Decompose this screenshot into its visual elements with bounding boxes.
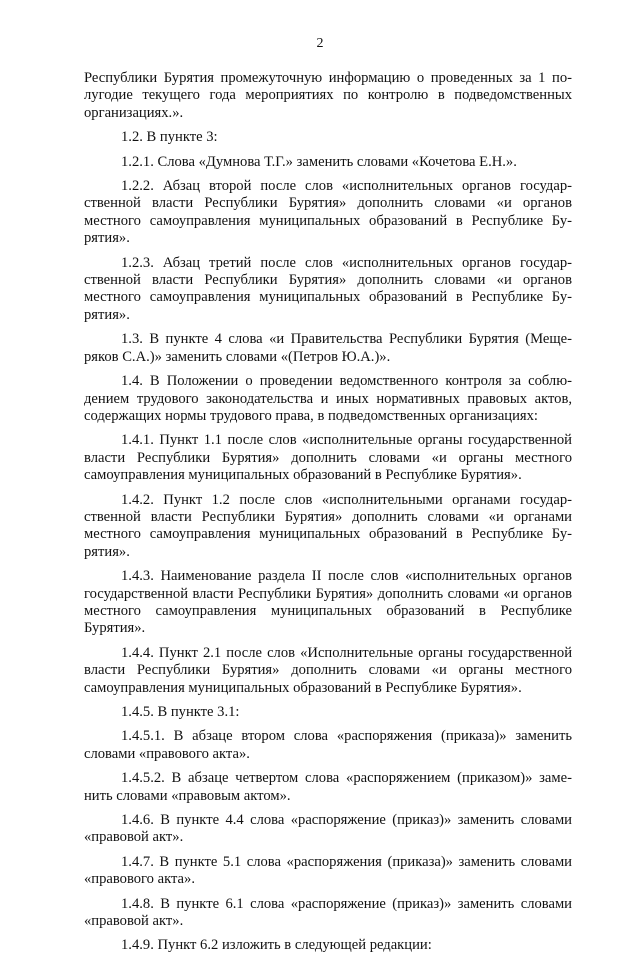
paragraph: 1.4.7. В пункте 5.1 слова «распоряжения (приказа)» заменить словами «правового акта». bbox=[84, 853, 572, 888]
paragraph: 1.2.1. Слова «Думнова Т.Г.» заменить словами «Кочетова Е.Н.». bbox=[121, 153, 517, 170]
paragraph: 1.2.2. Абзац второй после слов «исполнительных органов государственной власти Республики Бурятия» дополнить словами «и органов местного самоуправления муниципальных образований в Республике Бурятия». bbox=[84, 178, 572, 247]
paragraph: 1.4.5.1. В абзаце втором слова «распоряжения (приказа)» заменить словами «правового акта». bbox=[84, 728, 572, 762]
paragraph: 1.4. В Положении о проведении ведомственного контроля за соблюдением трудового законодательства и иных нормативных правовых актов, содержащих нормы трудового права, в подведомственных организациях: bbox=[84, 373, 572, 424]
page-number: 2 bbox=[316, 36, 324, 51]
paragraph: 1.4.5.2. В абзаце четвертом слова «распоряжением (приказом)» заменить словами «правовым актом». bbox=[84, 770, 572, 804]
paragraph: 1.3. В пункте 4 слова «и Правительства Республики Бурятия (Мещеряков С.А.)» заменить словами «(Петров Ю.А.)». bbox=[84, 331, 572, 365]
paragraph: 1.4.9. Пункт 6.2 изложить в следующей редакции: bbox=[121, 937, 432, 954]
document-body bbox=[84, 70, 572, 955]
paragraph: 1.4.4. Пункт 2.1 после слов «Исполнительные органы государственной власти Республики Бурятия» дополнить словами «и органы местного самоуправления муниципальных образований в Республике Бурятия». bbox=[84, 644, 572, 696]
paragraph: 1.4.8. В пункте 6.1 слова «распоряжение (приказ)» заменить словами «правовой акт». bbox=[84, 895, 572, 930]
paragraph: 1.4.1. Пункт 1.1 после слов «исполнительные органы государственной власти Республики Бурятия» дополнить словами «и органы местного самоуправления муниципальных образований в Республике Бурятия». bbox=[84, 432, 572, 484]
paragraph: 1.4.5. В пункте 3.1: bbox=[121, 704, 240, 720]
paragraph: Республики Бурятия промежуточную информацию о проведенных за 1 полугодие текущего года мероприятиях по контролю в подведомственных организациях.». bbox=[84, 70, 572, 121]
paragraph: 1.4.3. Наименование раздела II после слов «исполнительных органов государственной власти Республики Бурятия» дополнить словами «и органов местного самоуправления муниципальных образований в Республике Бурятия». bbox=[84, 568, 572, 637]
paragraph: 1.2. В пункте 3: bbox=[121, 129, 218, 146]
paragraph: 1.4.2. Пункт 1.2 после слов «исполнительными органами государственной власти Республики Бурятия» дополнить словами «и органами местного самоуправления муниципальных образований в Республике Бурятия». bbox=[84, 491, 572, 560]
paragraph: 1.2.3. Абзац третий после слов «исполнительных органов государственной власти Республики Бурятия» дополнить словами «и органов местного самоуправления муниципальных образований в Республике Бурятия». bbox=[84, 254, 572, 323]
paragraph: 1.4.6. В пункте 4.4 слова «распоряжение (приказ)» заменить словами «правовой акт». bbox=[84, 812, 572, 846]
